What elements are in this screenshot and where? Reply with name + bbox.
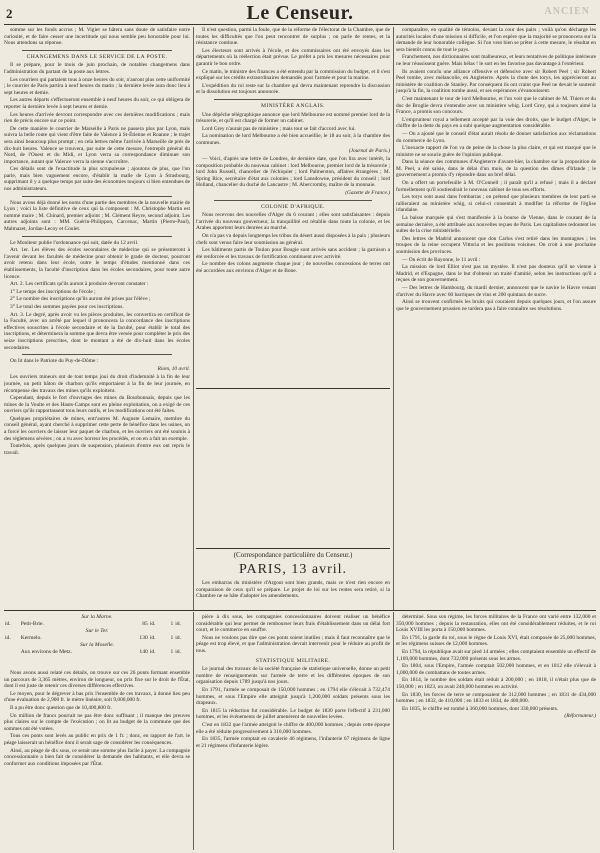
article-text: En 1791, l'armée se composait de 150,000 hommes ; en 1794 elle s'élevait à 732,474 hommes, et sous l'Empire elle atteignit jusqu'à 1,200,000 soldats présents sous les drapeaux.	[196, 686, 390, 707]
article-text: En 1830, les forces de terre se composaient de 312,000 hommes ; en 1831 de 434,000 hommes ; en 1832, de 410,000 ; en 1833 et 1834, de 400,000.	[396, 691, 596, 705]
article-text: comparaître, en qualité de témoins, devant la cour des pairs ; voilà qu'on décharge les autorités locales d'une mission si difficile, et l'on espère que la majorité se prononcera sur la demande de leur honorable collègue. Si l'on veut bien se prêter à cette mesure, le résultat en sera bientôt connu de tout le pays.	[396, 27, 596, 53]
paris-article	[196, 580, 390, 608]
article-heading: CHANGEMENS DANS LE SERVICE DE LA POSTE.	[26, 53, 168, 60]
column-divider	[193, 27, 194, 610]
article-text: Il se prépare, pour le mois de juin prochain, de notables changemens dans l'administration du partant de la poste aux lettres.	[4, 62, 190, 75]
article-text: Les ouvriers mineurs ont de tout temps joui du droit d'indemnité à la fin de leur journée, un petit bâton de charbon qu'ils emportaient à la fin de leur journée, en récompense des travaux des mines qu'ils exploitent.	[4, 374, 190, 394]
column-3-lower	[396, 614, 596, 850]
article-text: L'emprunteur royal a tellement accepté par la voie des droits, que le budget d'Alger, le chiffre de la dette du pays en a subi quelque augmentation considérable.	[396, 116, 596, 130]
article-heading: MINISTÈRE ANGLAIS.	[260, 102, 326, 109]
article-text: Une dépêche télégraphique annonce que lord Melbourne est nommé premier lord de la trésorerie, et qu'il est chargé de former un cabinet.	[196, 111, 390, 125]
article-text: Nous avons aussi relaté ces détails, on trouve sur ces 26 ponts formant ensemble un parcours de 3,365 mètres, environ de longueur, ou prix fixe sur le droit de l'État, dont il est juste de retenir ces diverses différences effectives.	[4, 670, 190, 690]
article-text: En 1835, le chiffre est tombé à 360,000 hommes, dont 330,000 présents.	[402, 705, 559, 712]
table-header: Sur la Moselle.	[79, 642, 115, 648]
archive-stamp: ANCIEN	[544, 6, 590, 17]
article-text: Il a pu être donc question que de 10,400,800 fr.	[10, 704, 112, 711]
article-text: — Voici, d'après une lettre de Londres, de dernière date, que l'on lira avec intérêt, la composition probable du nouveau cabinet : lord Melbourne, premier lord de la trésorerie ; lord John Russell, chancelier de l'échiquier ; lord Palmerston, affaires étrangères ; M. Spring Rice, secrétaire d'état aux colonies ; lord Lansdowne, président du conseil ; lord Holland, chancelier du duché de Lancastre ; M. Abercromby, maître de la monnaie.	[196, 156, 390, 189]
article-text: Toutefois, après quelques jours de suspension, plusieurs d'entre eux ont repris le travail.	[4, 443, 190, 456]
dateline: Riom, 10 avril.	[157, 365, 190, 372]
source-credit: (Réformateur.)	[564, 713, 596, 720]
rule	[22, 50, 172, 51]
article-text: Lord Grey n'aurait pas de ministère ; mais tout se fait d'accord avec lui.	[202, 125, 356, 132]
article-text: En 1791, la garde du roi, sous le règne de Louis XVI, était composée de 25,000 hommes, et les régimens suisses de 12,000 hommes.	[396, 634, 596, 648]
rule	[214, 99, 372, 100]
article-text: Cependant, depuis le fort d'ouvrages des mines du Bourbonnais, depuis que les mines de la Voulte et des Hauts-Camps sont en pleine exploitation, on a exigé de ces ouvriers qu'ils rapportassent tous leurs outils, et les modifications ont été faites.	[4, 395, 190, 415]
article-text: Les embarras du ministère d'Argout sont bien grands, mais ce n'est rien encore en comparaison de ceux qu'il se prépare. Le projet de loi sur les rentes sera retiré, si la Chambre ne se hâte d'adopter les amendements.	[196, 580, 390, 600]
article-text: Ces détails sont de l'exactitude la plus scrupuleuse ; ajoutons de plus, que l'on parle, mais bien vaguement encore, d'établir la malle de Lyon à Strasbourg, supprimant il y a quelque temps par suite des économies toujours si bien entendues de nos administrateurs.	[4, 166, 190, 193]
table-row: id. Kermelo. 130 id. 1 id.	[5, 635, 181, 641]
rule	[22, 354, 172, 355]
article-text: En 1814, le nombre des soldats était réduit à 200,000 ; en 1818, il n'était plus que de 150,000 ; en 1823, on avait 240,000 hommes en activité.	[396, 677, 596, 690]
column-2	[196, 27, 390, 382]
article-text: C'est en 1832 que l'armée atteignit le chiffre de 400,000 hommes ; depuis cette époque elle a été réduite progressivement à 310,000 hommes.	[196, 721, 390, 735]
table-row: Aux environs de Metz. 140 id. 1 id.	[20, 649, 181, 655]
article-text: pièce à dix sous, les compagnies concessionnaires doivent réaliser un bénéfice considérable qui leur permet de rembourser leurs frais d'établissement dans un délai fort court, et le commerce en souffre.	[196, 614, 390, 634]
article-text: En 1804, sous l'Empire, l'armée comptait 502,000 hommes, et en 1812 elle s'élevait à 1,000,000 de combattans de toutes armes.	[396, 663, 596, 676]
article-text: Ainsi se trouvent confirmés les bruits qui couraient depuis quelques jours, et l'on assure que le gouvernement prussien ne tardera pas à faire connaître ses résolutions.	[396, 299, 596, 312]
article-text: Le journal des travaux de la société française de statistique universelle, donne un petit nombre de renseignements sur l'armée de terre et les différentes époques de son organisation depuis 1789 jusqu'à nos jours.	[196, 666, 390, 686]
column-divider	[393, 27, 394, 610]
masthead	[4, 2, 596, 25]
column-2-lower	[196, 614, 390, 850]
article-text: Art. 3. Le degré, après avoir vu les pièces produites, les convertira en certificat de la Faculté, avec un arrêté par lequel il prononcera la concordance des inscriptions effectives souscrites à l'école secondaire et de la faculté, pour établir le total des inscriptions, et déterminera la somme que devra être versée pour compléter le prix des seize inscriptions prescrites, dont le montant a été de dix-huit dans les écoles secondaires.	[4, 311, 190, 351]
article-text: Des lettres de Madrid annoncent que don Carlos s'est retiré dans les montagnes ; les troupes de la reine occupent Vittoria et les positions voisines. On croit à une prochaine soumission des provinces.	[396, 235, 596, 255]
column-divider	[393, 612, 394, 850]
article-text: Le nombre des colons augmente chaque jour ; de nouvelles concessions de terres ont été accordées aux environs d'Alger et de Bone.	[196, 261, 390, 274]
article-text: Les autres départs s'effectueront ensemble à neuf heures du soir, ce qui obligera de reporter la dernière levée à sept heures et demie.	[4, 97, 190, 110]
source-credit: (Journal de Paris.)	[348, 147, 390, 154]
article-text: C'est maintenant le tour de lord Melbourne, et l'on voit que le cabinet de M. Thiers et du duc de Broglie devra s'entendre avec un ministère whig. Lord Grey, qui a toujours aimé la France, a promis son concours.	[396, 95, 596, 116]
correspondance-heading: (Correspondance particulière du Censeur.)	[233, 551, 353, 559]
newspaper-title: Le Censeur.	[246, 2, 354, 24]
article-text: De cette manière le courrier de Marseille à Paris ne passera plus par Lyon, mais suivra la belle route qui vient d'être faite de Valence à St-Étienne et Roanne ; le trajet sera ainsi beaucoup plus prompt ; en cela lettres même l'arrivée à Marseille de près de dix-huit heures. Valence se trouvera, par suite de cette mesure, l'entrepôt général du Nord, de l'Ouest et du Midi, et Lyon verra sa correspondance diminuer son importance, autant que Valence verra la sienne s'accroître.	[4, 125, 190, 165]
article-heading: COLONIE D'AFRIQUE.	[261, 203, 325, 210]
article-heading: On lit dans le Patriote du Puy-de-Dôme :	[10, 358, 99, 365]
article-text: somme sur les fonds accrus ; M. Vigier se hâtera sans doute de satisfaire notre curiosité, et de faire cesser une incertitude qui nous semble peu honorable pour lui. Nous attendons sa réponse.	[4, 27, 190, 47]
article-text: déterminé. Sous son régime, les forces militaires de la France ont varié entre 132,000 et 350,000 hommes ; depuis la restauration, elles ont été considérablement réduites, et le roi Louis XVIII les porta à 150,000 hommes.	[396, 614, 596, 634]
column-1	[4, 27, 190, 559]
page-number: 2	[6, 6, 13, 21]
article-text: Nous recevons des nouvelles d'Alger du 6 courant ; elles sont satisfaisantes : depuis l'arrivée du nouveau gouverneur, la tranquillité est rétablie dans toute la colonie, et les Arabes apportent leurs denrées au marché.	[196, 212, 390, 232]
article-text: On a offert un portefeuille à M. O'Connell ; il paraît qu'il a refusé ; mais il a déclaré formellement qu'il soutiendrait le nouveau cabinet de tous ses efforts.	[396, 180, 596, 193]
article-text: Nous avons déjà donné les noms d'une partie des membres de la nouvelle mairie de Lyon ; voici la liste définitive de ceux qui la composent : M. Christophe Martin est nommé maire ; M. Chinard, premier adjoint ; M. Clément Reyre, second adjoint. Les autres adjoints sont : MM. Guérin-Philippon, Carcenac, Martin (Pierre-Paul), Malmazet, Jordan-Lecoy et Coulet.	[4, 199, 190, 233]
article-text: Art. 1er. Les élèves des écoles secondaires de médecine qui se présenteront à l'avenir devant les facultés de médecine pour obtenir le grade de docteur, pourront avoir retenu dans leur école, outre le temps d'études mentionné dans ces établissements, la faculté d'inscription dans les écoles secondaires, pour toute autre licence.	[4, 247, 190, 280]
source-credit: (Gazette de France.)	[345, 190, 390, 197]
article-text: Quelques propriétaires de mines, entr'autres M. Auguste Lemaire, membre du conseil général, ayant cherché à supprimer cette perte de bénéfice dans les usines, on a forcé les ouvriers de laisser leur paquet de charbon, et les ouvriers ont été soumis à des réglemens sévères ; on a vu avec horreur les procédés, et on en a fait un exemple.	[4, 415, 190, 442]
article-text: Art. 2. Les certificats qu'ils auront à produire devront constater :	[10, 281, 149, 288]
article-text: Les électeurs sont arrivés à l'école, et des commissaires ont été envoyés dans les départements où la réélection était prévue. Le préfet a pris les mesures nécessaires pour garantir le bon ordre.	[196, 47, 390, 67]
article-text: En 1835, l'armée comptait en cavalerie 46 régimens, l'infanterie 67 régimens de ligne et 21 régimens d'infanterie légère.	[196, 736, 390, 749]
table-header: Sur le Ter.	[85, 628, 109, 634]
article-text: Dans la séance des communes d'Angleterre d'avant-hier, la chambre sur la proposition de M. Peel, a été saisie, dans le délai d'un mois, de la question des dîmes d'Irlande ; le gouvernement a promis d'y répondre dans un bref délai.	[396, 159, 596, 179]
rule	[22, 196, 172, 197]
article-text: Un million de francs pourrait ne pas être donc suffisant ; il manque des preuves plus claires sur le compte de l'exécution ; on lit au budget de la commune que des sommes ont été votées.	[4, 712, 190, 732]
article-text: Nous ne voulons pas dire que ces ponts soient inutiles ; mais il faut reconnaître que le péage est trop élevé, et que l'administration devrait intervenir pour le réduire au profit de tous.	[196, 634, 390, 654]
article-text: 2° Le nombre des inscriptions qu'ils auront été prises par l'élève ;	[10, 296, 151, 303]
article-text: Tous ces ponts sont levés au public en prix de 1 fr. ; donc, en rapport de l'art. le péage laisserait un bénéfice dont il serait sage de considérer les conséquences.	[4, 733, 190, 746]
paris-dateline: PARIS, 13 avril.	[238, 562, 348, 577]
article-text: On n'a pas vu depuis longtemps les tribus du désert aussi disposées à la paix ; plusieurs chefs sont venus faire leur soumission au général.	[196, 233, 390, 246]
moniteur-intro: Le Moniteur publie l'ordonnance qui suit, datée du 12 avril.	[10, 239, 139, 246]
article-text: — On a ajouté que le conseil d'état aurait résolu de donner satisfaction aux réclamations du commerce de Lyon.	[396, 130, 596, 144]
column-1-lower	[4, 670, 190, 850]
article-text: Ce matin, le ministre des finances a été entendu par la commission du budget, et il s'est expliqué sur les crédits extraordinaires demandés pour l'armée et pour la marine.	[196, 68, 390, 82]
article-text: La baisse marquée qui s'est manifestée à la bourse de Vienne, dans le courant de la semaine dernière, a été attribuée aux nouvelles reçues de Paris. Les capitalistes redoutent les suites de la crise ministérielle.	[396, 215, 596, 235]
column-divider	[193, 612, 194, 850]
article-text: Ainsi, au péage de dix sous, ce serait une somme plus facile à payer. La compagnie concessionnaire a bien fait de considérer la demande des habitants, et elle devra se conformer aux conditions imposées par l'État.	[4, 747, 190, 767]
article-text: En 1815 la réduction fut considérable. Le budget de 1830 porte l'effectif à 231,000 hommes, et les événements de juillet amenèrent de nouvelles levées.	[196, 707, 390, 721]
article-text: Les bâtiments partis de Toulon pour Bougie sont arrivés sans accident ; la garnison a été renforcée et les travaux de fortification continuent avec activité.	[196, 247, 390, 260]
article-text: L'expédition du roi reste sur la chambre qui devra maintenant reprendre la discussion et la dissolution est toujours annoncée.	[196, 82, 390, 96]
article-text: La nomination de lord Melbourne a été bien accueillie, le 18 au soir, à la chambre des communes.	[196, 133, 390, 146]
article-text: 3° Le total des sommes payées pour ces inscriptions.	[10, 303, 124, 310]
article-text: Les courriers qui partaient tous à onze heures du soir, n'auront plus cette uniformité ; le courrier de Paris partira à neuf heures du matin ; la dernière levée aura donc lieu à sept heures et demie.	[4, 76, 190, 96]
section-divider	[196, 388, 390, 389]
article-text: L'inexacte rapport de l'on va de peine de la chose la plus claire, et qui est marqué que le ministre ne se soucie guère de l'opinion publique.	[396, 145, 596, 158]
article-text: Les torys sont aussi dans l'embarras ; on prétend que plusieurs membres de leur parti se rallieraient au ministère whig, si celui-ci consentait à modifier la réforme de l'église irlandaise.	[396, 194, 596, 214]
article-text: Les heures d'arrivée devront correspondre avec ces dernières modifications ; mais rien de précis encore sur ce point.	[4, 111, 190, 125]
column-3	[396, 27, 596, 559]
rule	[214, 200, 372, 201]
table-header: Sur la Marne.	[81, 614, 113, 620]
article-text: Il n'est question, parmi la foule, que de la réforme de l'électorat de la Chambre, que de toutes les difficultés que l'on peut rencontrer de surplus ; on parle de rentes, et la résistance continue.	[196, 27, 390, 47]
article-text: — Des lettres de Hambourg, du mardi dernier, annoncent que le navire le Havre venant d'arriver du Havre avec 60 barriques de vins et 200 quintaux de sucre.	[396, 284, 596, 298]
article-text: 1° Le temps des inscriptions de l'école ;	[10, 288, 96, 295]
navigation-table	[4, 614, 190, 656]
article-text: En 1794, la république avait sur pied 14 armées ; elles comptaient ensemble un effectif de 1,169,000 hommes, dont 732,000 présents sous les armes.	[396, 648, 596, 662]
article-text: La mission de lord Elliot n'est pas un mystère. Il n'est pas douteux qu'il ne vienne à Madrid, et d'Espagne, dans le but d'obtenir un traité d'amitié, selon les instructions qu'il a reçues de son gouvernement.	[396, 264, 596, 284]
fold-divider	[4, 610, 596, 611]
rule	[22, 236, 172, 237]
table-row: id. Petit-Brie. 85 id. 1 id.	[5, 621, 181, 627]
article-text: Ils avaient conclu une alliance offensive et défensive avec sir Robert Peel ; sir Robert Peel tombe, avec mélancolie, en Angleterre. Après la chute des torys, les apprécieront au ministère de coalition de Stanley. Par conséquent ils ont craint que Peel ne devait le soutenir jusqu'à la fin, la coalition tombe aussi, et ses espérances s'évanouissent.	[396, 68, 596, 95]
section-divider	[196, 548, 390, 549]
article-text: — On écrit de Bayonne, le 11 avril :	[402, 256, 481, 263]
article-text: Franchement, nos dictionnaires sont malheureux, et leurs tentatives de politique intérieure ne leur réussissent guère. Mais hélas ! le sort en les favorise pas davantage à l'extérieur.	[396, 54, 596, 67]
article-text: Le moyen, pour le dégrever à bas prix l'ensemble de ces travaux, à donné lieu peu d'une évaluation de 2,900 fr. le mètre linéaire, soit 9,000,000 fr.	[4, 690, 190, 704]
article-heading: STATISTIQUE MILITAIRE.	[255, 657, 331, 664]
